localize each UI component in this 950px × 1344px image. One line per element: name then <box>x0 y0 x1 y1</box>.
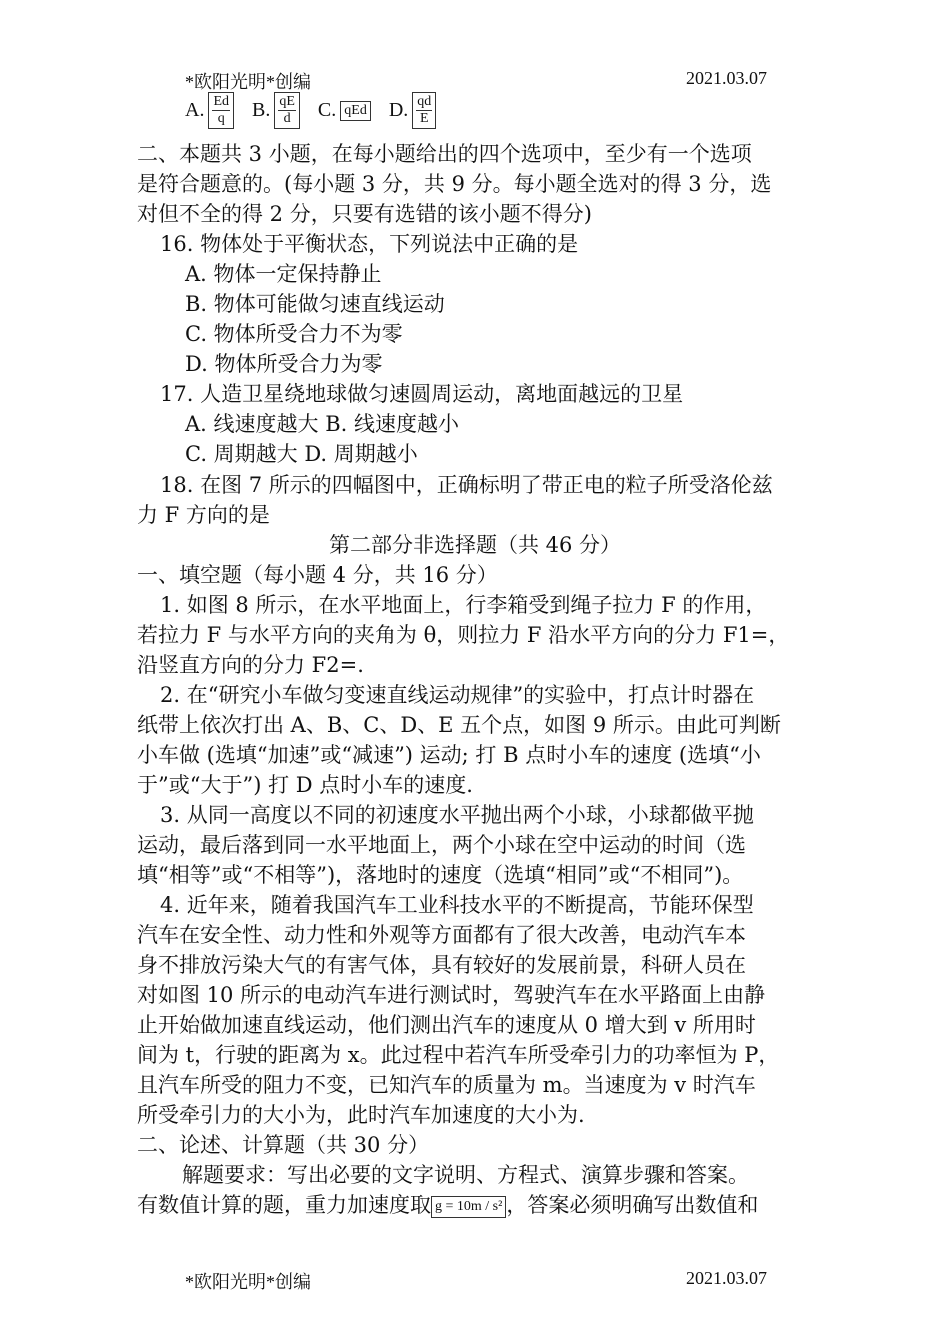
page-footer <box>185 1268 767 1294</box>
calc-line2-before: 有数值计算的题，重力加速度取 <box>137 1193 431 1217</box>
header-author: *欧阳光明*创编 <box>185 72 311 92</box>
question-18-line2: 力 F 方向的是 <box>137 503 270 527</box>
option-a-formula: $\frac{Ed}{q}$ <box>208 92 234 129</box>
fill-q1-line3: 沿竖直方向的分力 F2=. <box>137 653 364 677</box>
option-b-label: B. <box>252 99 271 121</box>
gravity-formula: g = 10m / s² <box>431 1196 506 1218</box>
fill-q1-line1: 1. 如图 8 所示，在水平地面上，行李箱受到绳子拉力 F 的作用， <box>160 593 767 617</box>
question-17: 17. 人造卫星绕地球做匀速圆周运动，离地面越远的卫星 <box>160 382 684 406</box>
fill-q2-line1: 2. 在“研究小车做匀变速直线运动规律”的实验中，打点计时器在 <box>160 683 755 707</box>
option-d-formula: $\frac{qd}{E}$ <box>412 92 436 129</box>
calc-heading: 二、论述、计算题（共 30 分） <box>137 1133 430 1157</box>
page-header <box>185 68 767 94</box>
section2-heading-line3: 对但不全的得 2 分，只要有选错的该小题不得分) <box>137 202 592 226</box>
fill-q4-line6: 间为 t，行驶的距离为 x。此过程中若汽车所受牵引力的功率恒为 P， <box>137 1043 780 1067</box>
header-date: 2021.03.07 <box>686 68 767 88</box>
option-a-label: A. <box>185 99 205 121</box>
fill-q4-line4: 对如图 10 所示的电动汽车进行测试时，驾驶汽车在水平路面上由静 <box>137 983 766 1007</box>
fill-q4-line5: 止开始做加速直线运动，他们测出汽车的速度从 0 增大到 v 所用时 <box>137 1013 756 1037</box>
q16-option-a: A. 物体一定保持静止 <box>185 262 382 286</box>
q16-option-b: B. 物体可能做匀速直线运动 <box>185 292 445 316</box>
fill-q3-line1: 3. 从同一高度以不同的初速度水平抛出两个小球，小球都做平抛 <box>160 803 754 827</box>
fill-q2-line3: 小车做 (选填“加速”或“减速”) 运动; 打 B 点时小车的速度 (选填“小 <box>137 743 761 767</box>
q16-option-c: C. 物体所受合力不为零 <box>185 322 403 346</box>
fill-q1-line2: 若拉力 F 与水平方向的夹角为 θ，则拉力 F 沿水平方向的分力 F1=， <box>137 623 790 647</box>
fill-q4-line3: 身不排放污染大气的有害气体，具有较好的发展前景，科研人员在 <box>137 953 746 977</box>
fill-q4-line2: 汽车在安全性、动力性和外观等方面都有了很大改善，电动汽车本 <box>137 923 746 947</box>
part2-title: 第二部分非选择题（共 46 分） <box>328 533 622 557</box>
option-b-formula: $\frac{qE}{d}$ <box>274 92 300 129</box>
fill-q4-line8: 所受牵引力的大小为，此时汽车加速度的大小为. <box>137 1103 585 1127</box>
q16-option-d: D. 物体所受合力为零 <box>185 352 383 376</box>
calc-requirements-line2 <box>137 1190 758 1220</box>
fill-q3-line3: 填“相等”或“不相等”)，落地时的速度（选填“相同”或“不相同”)。 <box>137 863 744 887</box>
section2-heading-line1: 二、本题共 3 小题，在每小题给出的四个选项中，至少有一个选项 <box>137 142 752 166</box>
q17-options-cd: C. 周期越大 D. 周期越小 <box>185 442 418 466</box>
fill-q4-line7: 且汽车所受的阻力不变，已知汽车的质量为 m。当速度为 v 时汽车 <box>137 1073 756 1097</box>
option-c-label: C. <box>317 99 337 121</box>
q15-options <box>185 92 436 129</box>
fill-q2-line4: 于”或“大于”) 打 D 点时小车的速度. <box>137 773 473 797</box>
option-c-formula: qEd <box>340 101 371 121</box>
fill-in-heading: 一、填空题（每小题 4 分，共 16 分） <box>137 563 498 587</box>
footer-date: 2021.03.07 <box>686 1268 767 1288</box>
question-16: 16. 物体处于平衡状态，下列说法中正确的是 <box>160 232 579 256</box>
section2-heading-line2: 是符合题意的。(每小题 3 分，共 9 分。每小题全选对的得 3 分，选 <box>137 172 772 196</box>
q17-options-ab: A. 线速度越大 B. 线速度越小 <box>185 412 459 436</box>
fill-q2-line2: 纸带上依次打出 A、B、C、D、E 五个点，如图 9 所示。由此可判断 <box>137 713 781 737</box>
fill-q3-line2: 运动，最后落到同一水平地面上，两个小球在空中运动的时间（选 <box>137 833 746 857</box>
calc-requirements-line1: 解题要求：写出必要的文字说明、方程式、演算步骤和答案。 <box>182 1163 749 1187</box>
fill-q4-line1: 4. 近年来，随着我国汽车工业科技水平的不断提高，节能环保型 <box>160 893 754 917</box>
option-d-label: D. <box>388 99 409 121</box>
footer-author: *欧阳光明*创编 <box>185 1272 311 1292</box>
question-18-line1: 18. 在图 7 所示的四幅图中，正确标明了带正电的粒子所受洛伦兹 <box>160 473 773 497</box>
calc-line2-after: ，答案必须明确写出数值和 <box>506 1193 759 1217</box>
